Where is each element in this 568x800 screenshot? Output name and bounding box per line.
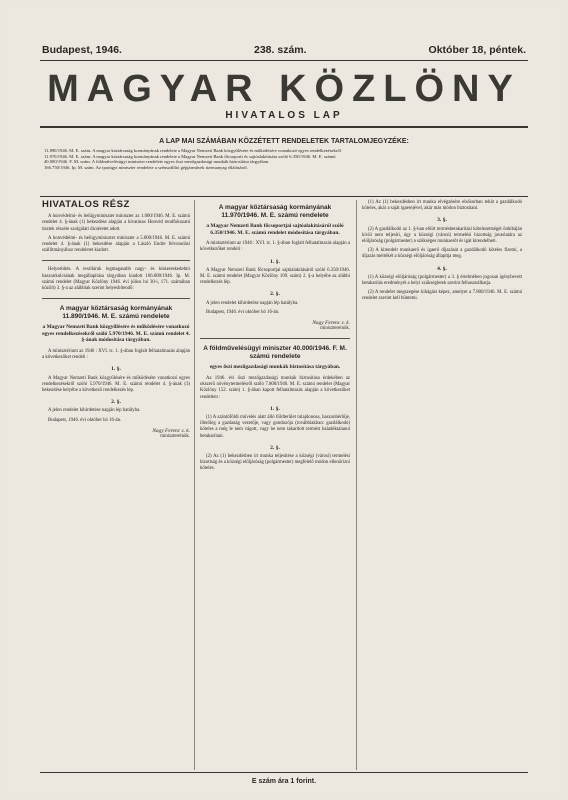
- place-date: Budapest, 1946. évi október hó 16-án.: [48, 417, 122, 423]
- signer-role: miniszterelnök.: [160, 434, 190, 440]
- section-number: 1. §.: [270, 405, 280, 412]
- column-2: [200, 200, 350, 476]
- toc-line: 40.000/1946. F. M. szám. A földművelésügyi miniszter rendelete egyes őszi mezőgazdasági munkák biztosítása tárgyában.: [44, 159, 270, 165]
- section-number: 1. §.: [111, 366, 121, 373]
- section-number: 2. §.: [270, 444, 280, 451]
- decree-paragraph: (3) A kirendelt munkaerő és igaerő díjazását a gazdálkodó köteles fizetni, a díjazás mértékét a községi elöljáróság állapítja meg.: [362, 248, 522, 260]
- decree-subject: a Magyar Nemzeti Bank főcsoportjai sajtóalakításáról szóló 6.350/1946. M. E. számú rendelet módosítása tárgyában.: [206, 223, 344, 236]
- official-note: A honvédelmi- és belügyminiszter miniszter a 5.000/1946. M. E. számú rendelet 4. §-ának (1) bekezdése alapján a László Endre felvonulási szállítmányához rendeletet kiadott.: [42, 235, 190, 254]
- official-note: A honvédelmi- és belügyminiszter miniszter az 1.000/1946. M. E. számú rendelet 4. §-ának (1) bekezdése alapján a hivatásos Honvéd rendfokozatú tisztek részére szolgálati dicséretet adott.: [42, 214, 190, 232]
- decree-paragraph: A minisztérium az 1946 : XVI. tc. 1. §-ában foglalt felhatalmazás alapján a következőket rendeli :: [42, 349, 190, 361]
- decree-heading: A magyar köztársaság kormányának 11.890/1946. M. E. számú rendelete: [59, 305, 173, 321]
- section-number: 1. §.: [270, 258, 280, 265]
- decree-paragraph: A minisztérium az 1946 : XVI. tc. 1. §-ában foglalt felhatalmazás alapján a következőket rendeli :: [200, 241, 350, 253]
- signer-role: miniszterelnök.: [320, 326, 350, 332]
- decree-heading: A magyar köztársaság kormányának 11.970/1946. M. E. számú rendelete: [218, 204, 332, 219]
- column-divider: [356, 200, 357, 770]
- divider: [200, 338, 350, 339]
- decree-paragraph: A Magyar Nemzeti Bank közgyűlésére és működésére vonatkozó egyes rendelkezésekről szóló 5.970/1946. M. E. számú rendelet 4. §-ának (3) bekezdése helyébe a következő rendelkezés lép.: [42, 375, 190, 394]
- newspaper-title: MAGYAR KÖZLÖNY: [47, 68, 521, 110]
- signature: Nagy Ferenc s. k.: [312, 320, 350, 327]
- decree-paragraph: A jelen rendelet kihirdetése napján lép hatályba.: [48, 408, 141, 414]
- decree-paragraph: Az 1946. évi őszi mezőgazdasági munkák biztosítása érdekében az okszerű növénytermelésről szóló 7.800/1946. M. E. számú rendelet (Magyar Közlöny 152. szám) 1. §-ában kapott felhatalmazás alapján a következőket rendelem :: [200, 376, 350, 400]
- divider: [42, 260, 190, 261]
- masthead-rule-bottom: [40, 126, 528, 128]
- toc-rule: [40, 196, 528, 197]
- masthead-rule-top: [40, 60, 528, 61]
- column-1: [42, 200, 190, 446]
- newspaper-subtitle: HIVATALOS LAP: [225, 110, 343, 121]
- toc-heading: A LAP MAI SZÁMÁBAN KÖZZÉTETT RENDELETEK TARTALOMJEGYZÉKE:: [159, 138, 409, 145]
- masthead-meta: [42, 44, 526, 58]
- section-heading: HIVATALOS RÉSZ: [42, 199, 130, 210]
- divider: [42, 298, 190, 299]
- decree-paragraph: A Magyar Nemzeti Bank főcsoportjai sajtóalakításáról szóló 6.350/1946. M. E. számú rendelet (Magyar Közlöny 109. szám) 2. §-a helyébe az alábbi rendelkezés lép.: [200, 267, 350, 286]
- decree-paragraph: (2) A rendelet megszegése kihágást képez, amelyet a 7.800/1946. M. E. számú rendelet szerint kell büntetni.: [362, 290, 522, 302]
- table-of-contents: [44, 148, 524, 194]
- column-divider: [194, 200, 195, 770]
- decree-paragraph: A jelen rendelet kihirdetése napján lép hatályba.: [206, 300, 299, 306]
- decree-subject: egyes őszi mezőgazdasági munkák biztosítása tárgyában.: [209, 364, 341, 371]
- issue-number: 238. szám.: [254, 44, 307, 56]
- toc-line: 11.970/1946. M. E. szám. A magyar köztársaság kormányának rendelete a Magyar Nemzeti Bank főcsoporti és sajtóalakítására szóló 6.350/1946. M. E. számú: [44, 153, 336, 159]
- decree-heading: A földművelésügyi miniszter 40.000/1946. F. M. számú rendelete: [203, 345, 347, 361]
- section-number: 2. §.: [270, 291, 280, 298]
- price-line: E szám ára 1 forint.: [251, 778, 317, 785]
- toc-line: 166.750/1946. Ip. M. szám. Az iparügyi miniszter rendelete a szénszállító gépjárművek üzemanyag ellátásáról.: [44, 164, 248, 170]
- decree-paragraph: (1) A községi elöljáróság (polgármester) a 3. § értelmében jogosan igénybevett betakarítás eredményét a helyi szükségletek szerint felhasználhatja.: [362, 274, 522, 287]
- toc-line: 11.890/1946. M. E. szám. A magyar köztársaság kormányának rendelete a Magyar Nemzeti Bank közgyűlésére és működésére vonatkozó egyes rendelkezésekről: [44, 148, 341, 153]
- decree-paragraph: (2) Az (1) bekezdésben írt munka teljesítése a községi (városi) termelési bizottság és a községi elöljáróság (polgármester) megfelelő módon ellenőrizni köteles.: [200, 454, 350, 472]
- signature: Nagy Ferenc s. k.: [152, 427, 190, 434]
- column-3: [362, 200, 522, 306]
- decree-paragraph: (1) Az (1) bekezdésben írt munka elvégzésére elsősorban tehát a gazdálkodó köteles, akár a saját igaerejével, akár más módon biztosítani.: [362, 200, 522, 212]
- correction-notice: Helyesbítés. A textiláruk legmagasabb nagy- és kiskereskedelmi haszonkulcsának megállapítása tárgyában kiadott 166.000/1946. Ip. M. számú rendelet (Magyar Közlöny 1946. évi július hó 30-i, 171. számában közölt) 3. §-a az alábbiak szerint helyesbítendő:: [42, 267, 190, 292]
- section-number: 2. §.: [111, 399, 121, 406]
- decree-subject: a Magyar Nemzeti Bank közgyűlésére és működésére vonatkozó egyes rendelkezésekről szóló 5.970/1946. M. E. számú rendelet 4. §-ának módosítása tárgyában.: [42, 324, 190, 344]
- section-number: 4. §.: [437, 265, 447, 272]
- city-year: Budapest, 1946.: [42, 44, 122, 56]
- decree-paragraph: (2) A gazdálkodó az 1. §-ban előírt termésbetakarítási kötelezettségét önhibáján kívül nem teljesíti, úgy a községi (városi) termelési bizottság javaslatára az elöljáróság (polgármester) a szükséges munkaerőt és igát kirendelheti.: [362, 226, 522, 245]
- footer-rule: [40, 772, 528, 773]
- decree-paragraph: (1) A szántóföldi művelés alatt álló földterület tulajdonosa, haszonbérlője, illetőleg a gazdaság vezetője, vagy gondozója (továbbiakban: gazdálkodó) köteles a még le nem vágott, vagy be nem takarított termést haladéktalanul betakarítani.: [200, 415, 350, 439]
- issue-date: Október 18, péntek.: [428, 44, 526, 56]
- place-date: Budapest, 1946. évi október hó 16-án.: [206, 309, 280, 315]
- section-number: 3. §.: [437, 217, 447, 224]
